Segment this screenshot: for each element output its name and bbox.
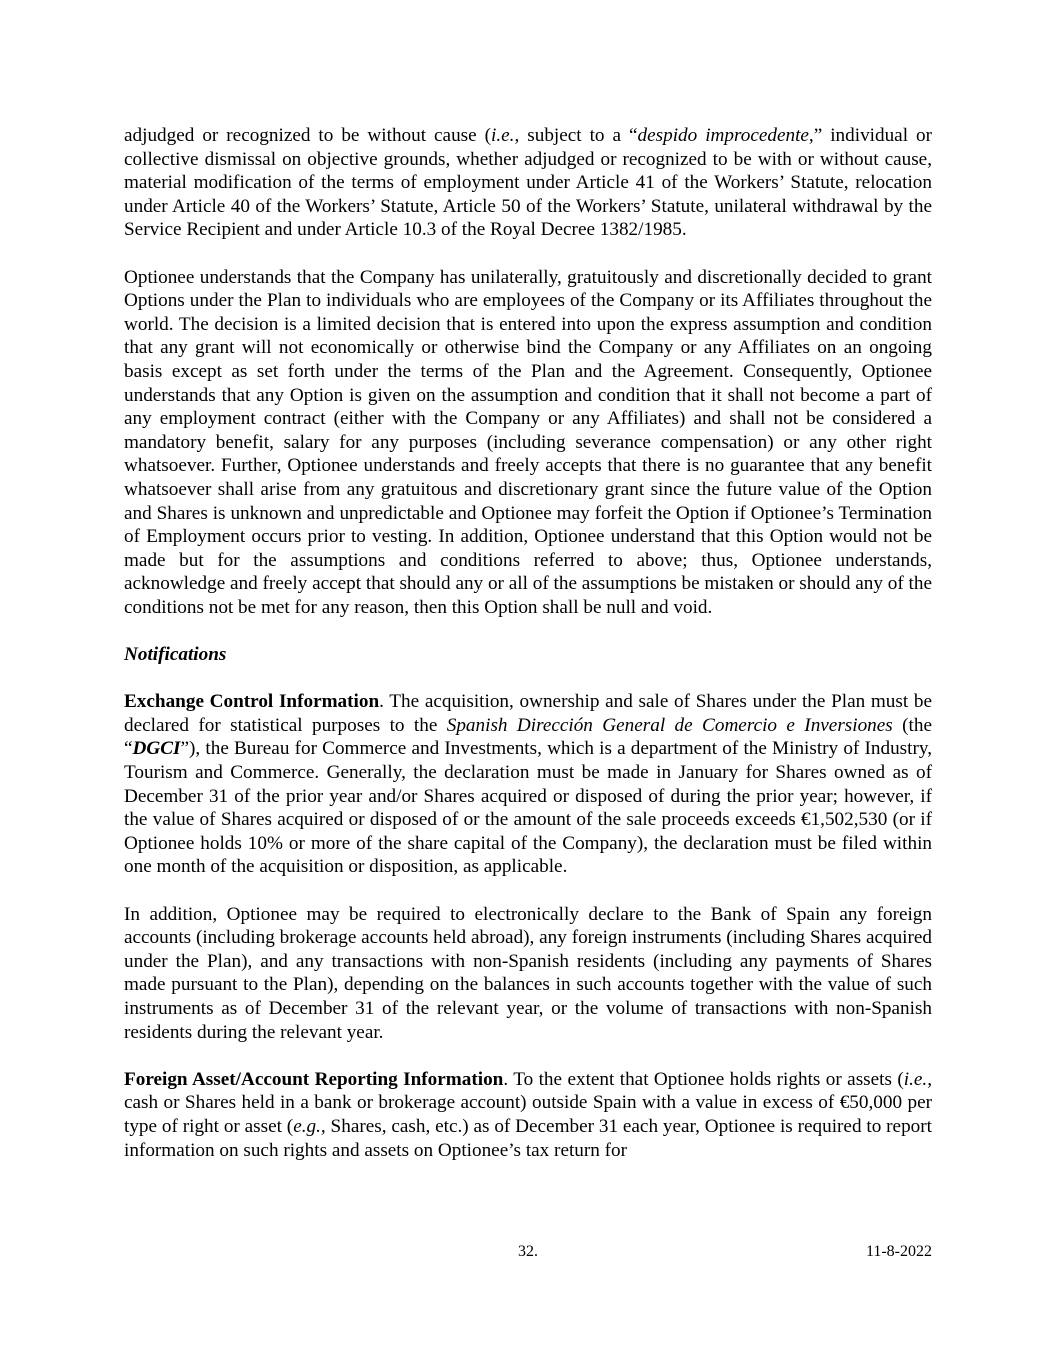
bold-text: Exchange Control Information — [124, 691, 380, 713]
italic-text: i.e., — [903, 1068, 932, 1090]
paragraph-exchange-control — [124, 690, 932, 879]
paragraph-bank-of-spain-declaration — [124, 903, 932, 1045]
paragraph-dismissal-cause — [124, 124, 932, 242]
document-page — [124, 124, 932, 1186]
bold-text: Foreign Asset/Account Reporting Information — [124, 1068, 504, 1090]
text-run: , subject to a “ — [514, 125, 638, 146]
text-run: In addition, Optionee may be required to electronically declare to the Bank of Spain any foreign accounts (including brokerage accounts held abroad), any foreign instruments (including Shares acquired under the Plan), and any transactions with non-Spanish residents (including any payments of Shares made pursuant to the Plan), depending on the balances in such accounts together with the value of such instruments as of December 31 of the relevant year, or the volume of transactions with non-Spanish residents during the relevant year. — [124, 903, 932, 1043]
section-heading-notifications: Notifications — [124, 644, 227, 666]
text-run: cash or Shares held in a bank or brokerage account) outside Spain with a value in excess of €50,000 per type of right or asset ( — [124, 1092, 932, 1137]
paragraph-discretionary-grant — [124, 266, 932, 620]
italic-text: despido improcedente — [637, 125, 809, 146]
text-run: adjudged or recognized to be without cause ( — [124, 125, 492, 146]
text-run: . To the extent that Optionee holds rights or assets ( — [503, 1068, 904, 1090]
italic-text: i.e. — [491, 125, 515, 146]
text-run: ,” individual or collective dismissal on objective grounds, whether adjudged or recognized to be with or without cause, material modification of the terms of employment under Article 41 of the Workers’ Statute, relocation under Article 40 of the Workers’ Statute, Article 50 of the Workers’ Statute, unilateral withdrawal by the Service Recipient and under Article 10.3 of the Royal Decree 1382/1985. — [124, 125, 932, 241]
page-footer — [124, 1243, 932, 1267]
bold-italic-text: DGCI — [132, 738, 181, 760]
italic-text: Spanish Dirección General de Comercio e Inversiones — [446, 714, 893, 736]
text-run: Optionee understands that the Company has unilaterally, gratuitously and discretionally decided to grant Options under the Plan to individuals who are employees of the Company or its Affiliates throughout the world. The decision is a limited decision that is entered into upon the express assumption and condition that any grant will not economically or otherwise bind the Company or any Affiliates on an ongoing basis except as set forth under the terms of the Plan and the Agreement. Consequently, Optionee understands that any Option is given on the assumption and condition that it shall not become a part of any employment contract (either with the Company or any Affiliates) and shall not be considered a mandatory benefit, salary for any purposes (including severance compensation) or any other right whatsoever. Further, Optionee understands and freely accepts that there is no guarantee that any benefit whatsoever shall arise from any gratuitous and discretionary grant since the future value of the Option and Shares is unknown and unpredictable and Optionee may forfeit the Option if Optionee’s Termination of Employment occurs prior to vesting. In addition, Optionee understand that this Option would not be made but for the assumptions and conditions referred to above; thus, Optionee understands, acknowledge and freely accept that should any or all of the assumptions be mistaken or should any of the conditions not be met for any reason, then this Option shall be null and void. — [124, 266, 932, 618]
italic-text: e.g., — [293, 1115, 326, 1137]
document-date: 11-8-2022 — [865, 1243, 932, 1260]
text-run: Shares, cash, etc.) as of December 31 each year, Optionee is required to report information on such rights and assets on Optionee’s tax return for — [124, 1115, 932, 1161]
paragraph-foreign-asset-reporting — [124, 1068, 932, 1162]
page-number: 32. — [518, 1243, 538, 1260]
text-run: ”), the Bureau for Commerce and Investments, which is a department of the Ministry of Industry, Tourism and Commerce. Generally, the declaration must be made in January for Shares owned as of December 31 of the prior year and/or Shares acquired or disposed of during the prior year; however, if the value of Shares acquired or disposed of or the amount of the sale proceeds exceeds €1,502,530 (or if Optionee holds 10% or more of the share capital of the Company), the declaration must be filed within one month of the acquisition or disposition, as applicable. — [124, 738, 932, 878]
text-run: (the “ — [124, 714, 932, 760]
text-run: . The acquisition, ownership and sale of Shares under the Plan must be declared for statistical purposes to the — [124, 691, 932, 736]
